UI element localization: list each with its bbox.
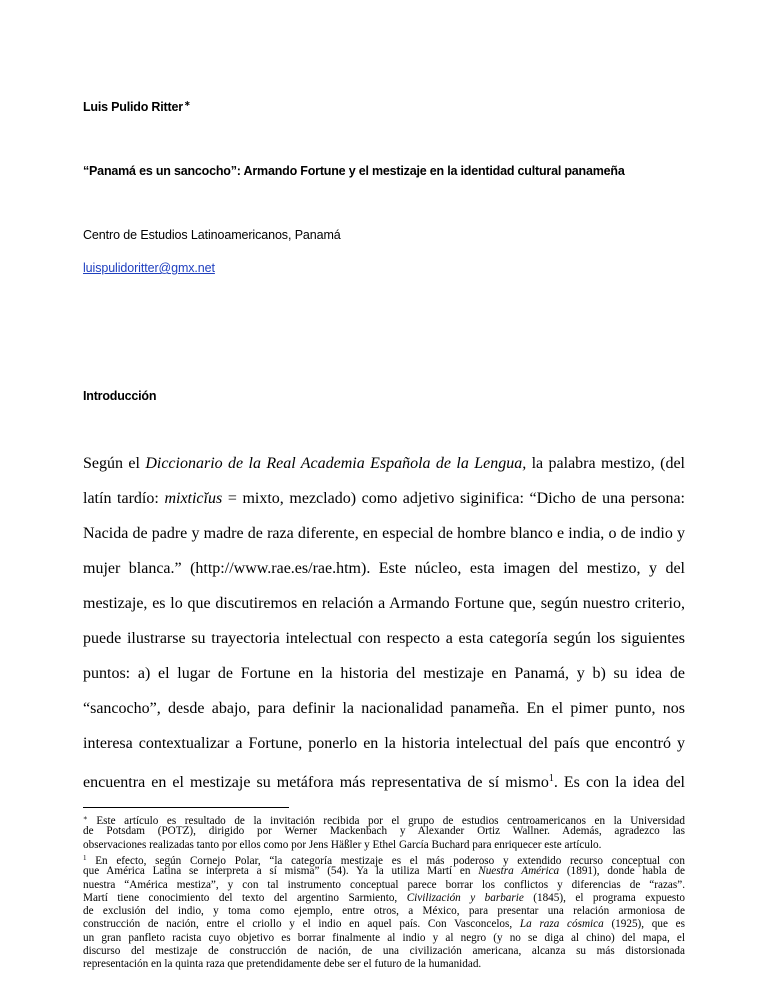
author-footnote-mark[interactable]: ∗ [183,99,191,108]
affiliation: Centro de Estudios Latinoamericanos, Panamá [83,228,341,242]
body-line: “sancocho”, desde abajo, para definir la nacionalidad panameña. En el pimer punto, nos [83,700,685,717]
body-line: interesa contextualizar a Fortune, ponerlo en la historia intelectual del país que encontró y [83,735,685,752]
footnote-line: Martí tiene conocimiento del texto del argentino Sarmiento, Civilización y barbarie (1845), el programa expuesto [83,891,685,904]
footnote-line: discurso del mestizaje de construcción de nación, de una civilización americana, alcanza su más distorsionada [83,945,685,958]
body-line: puede ilustrarse su trayectoria intelectual con respecto a esta categoría según los siguientes [83,630,685,647]
paper-title: “Panamá es un sancocho”: Armando Fortune y el mestizaje en la identidad cultural panameña [83,164,625,178]
body-line: latín tardío: mixticĭus = mixto, mezclado) como adjetivo siginifica: “Dicho de una persona: [83,490,685,507]
body-line: Nacida de padre y madre de raza diferente, en especial de hombre blanco e india, o de indio y [83,525,685,542]
footnote-ref-1[interactable]: 1 [548,773,554,784]
author-name: Luis Pulido Ritter∗ [83,99,191,114]
footnote-1 [83,852,685,972]
footnote-line: que América Latina se interpreta a sí misma” (54). Ya la utiliza Martí en Nuestra América (1891), donde habla de [83,865,685,878]
section-heading: Introducción [83,389,157,403]
body-line: puntos: a) el lugar de Fortune en la historia del mestizaje en Panamá, y b) su idea de [83,665,685,682]
footnote-line: de Potsdam (POTZ), dirigido por Werner Mackenbach y Alexander Ortiz Wallner. Además, agradezco las [83,825,685,838]
body-line: Según el Diccionario de la Real Academia Española de la Lengua, la palabra mestizo, (del [83,455,686,472]
footnote-star [83,812,685,852]
footnote-line: de exclusión del indio, y toma como ejemplo, entre otros, a México, para presentar una relación armoniosa de [83,905,685,918]
body-line: mujer blanca.” (http://www.rae.es/rae.htm). Este núcleo, esta imagen del mestizo, y del [83,560,685,577]
footnote-line: un gran panfleto racista cuyo objetivo es borrar finalmente al indio y al negro (y no se diga al chino) del mapa, el [83,931,685,944]
email-link[interactable]: luispulidoritter@gmx.net [83,261,215,275]
footnote-line: ∗ Este artículo es resultado de la invitación recibida por el grupo de estudios centroamericanos en la Universidad [83,814,685,827]
footnote-line: observaciones realizadas tanto por ellos como por Jens Häßler y Ethel García Buchard para enriquecer este artículo. [83,838,602,851]
footnote-line: construcción de nación, entre el criollo y el indio en aquel país. Con Vasconcelos, La raza cósmica (1925), que es [83,918,685,931]
body-line: encuentra en el mestizaje su metáfora más representativa de sí mismo$^1$. Es con la idea del [83,773,686,791]
body-line: mestizaje, es lo que discutiremos en relación a Armando Fortune que, según nuestro criterio, [83,595,685,612]
footnote-line: $^1$ En efecto, según Cornejo Polar, “la categoría mestizaje es el más poderoso y extendido recurso conceptual con [83,854,685,867]
footnote-separator [83,807,289,808]
footnote-line: representación en la quinta raza que pretendidamente debe ser el futuro de la humanidad. [83,958,482,971]
footnote-line: nuestra “América mestiza”, y con tal instrumento conceptual parece borrar los conflictos y diferencias de “razas”. [83,878,685,891]
